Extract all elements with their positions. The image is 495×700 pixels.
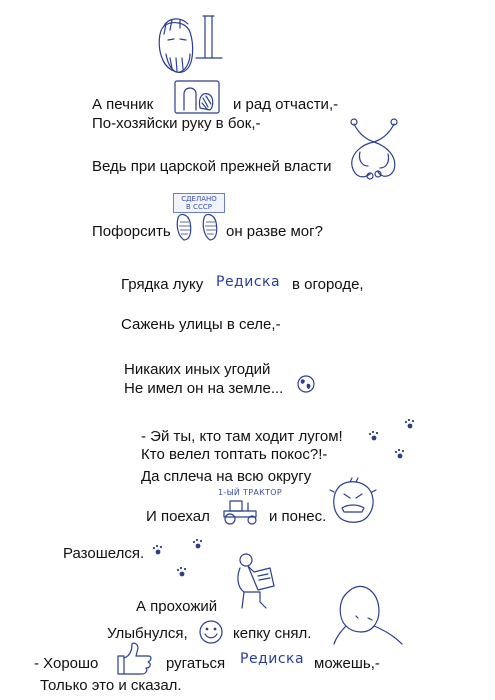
made-in-ussr-stamp bbox=[173, 193, 225, 213]
stamp-line-1: СДЕЛАНО bbox=[181, 195, 217, 203]
bald-man-icon bbox=[332, 582, 404, 644]
line-14: А прохожий bbox=[136, 598, 218, 615]
stamp-line-2: В СССР bbox=[186, 203, 212, 211]
line-15b: кепку снял. bbox=[233, 625, 312, 642]
tractor-icon bbox=[220, 497, 264, 525]
radish-handwritten-2: Редиска bbox=[240, 651, 305, 667]
line-08: Не имел он на земле... bbox=[124, 380, 284, 397]
line-12b: и понес. bbox=[269, 508, 327, 525]
line-09: - Эй ты, кто там ходит лугом! bbox=[141, 428, 343, 445]
line-04b: он разве мог? bbox=[226, 223, 323, 240]
line-07: Никаких иных угодий bbox=[124, 361, 271, 378]
line-05a: Грядка луку bbox=[121, 276, 204, 293]
jester-icon bbox=[340, 116, 410, 188]
tractor-label: 1-ЫЙ ТРАКТОР bbox=[218, 488, 283, 497]
reader-man-icon bbox=[230, 552, 280, 612]
line-13: Разошелся. bbox=[63, 545, 145, 562]
line-10: Кто велел топтать покос?!- bbox=[141, 446, 328, 463]
boots-icon bbox=[174, 212, 224, 242]
line-16c: можешь,- bbox=[314, 655, 380, 672]
line-16b: ругаться bbox=[166, 655, 226, 672]
line-01b: и рад отчасти,- bbox=[233, 96, 339, 113]
line-11: Да сплеча на всю округу bbox=[141, 468, 312, 485]
globe-icon bbox=[296, 374, 316, 394]
radish-handwritten-1: Редиска bbox=[216, 274, 281, 290]
line-17: Только это и сказал. bbox=[40, 677, 182, 694]
line-01a: А печник bbox=[92, 96, 154, 113]
paw-prints-icon-2 bbox=[148, 532, 218, 582]
thumbs-up-icon bbox=[114, 640, 154, 676]
stove-icon bbox=[174, 80, 220, 114]
paw-prints-icon bbox=[364, 416, 424, 466]
line-05b: в огороде, bbox=[292, 276, 364, 293]
stove-man-icon bbox=[150, 14, 240, 84]
line-06: Сажень улицы в селе,- bbox=[121, 316, 281, 333]
line-16a: - Хорошо bbox=[34, 655, 99, 672]
line-03: Ведь при царской прежней власти bbox=[92, 158, 332, 175]
line-12a: И поехал bbox=[146, 508, 210, 525]
angry-face-icon bbox=[328, 478, 378, 524]
line-04a: Пофорсить bbox=[92, 223, 171, 240]
line-15a: Улыбнулся, bbox=[107, 625, 188, 642]
line-02: По-хозяйски руку в бок,- bbox=[92, 115, 261, 132]
smiley-icon bbox=[198, 619, 224, 645]
